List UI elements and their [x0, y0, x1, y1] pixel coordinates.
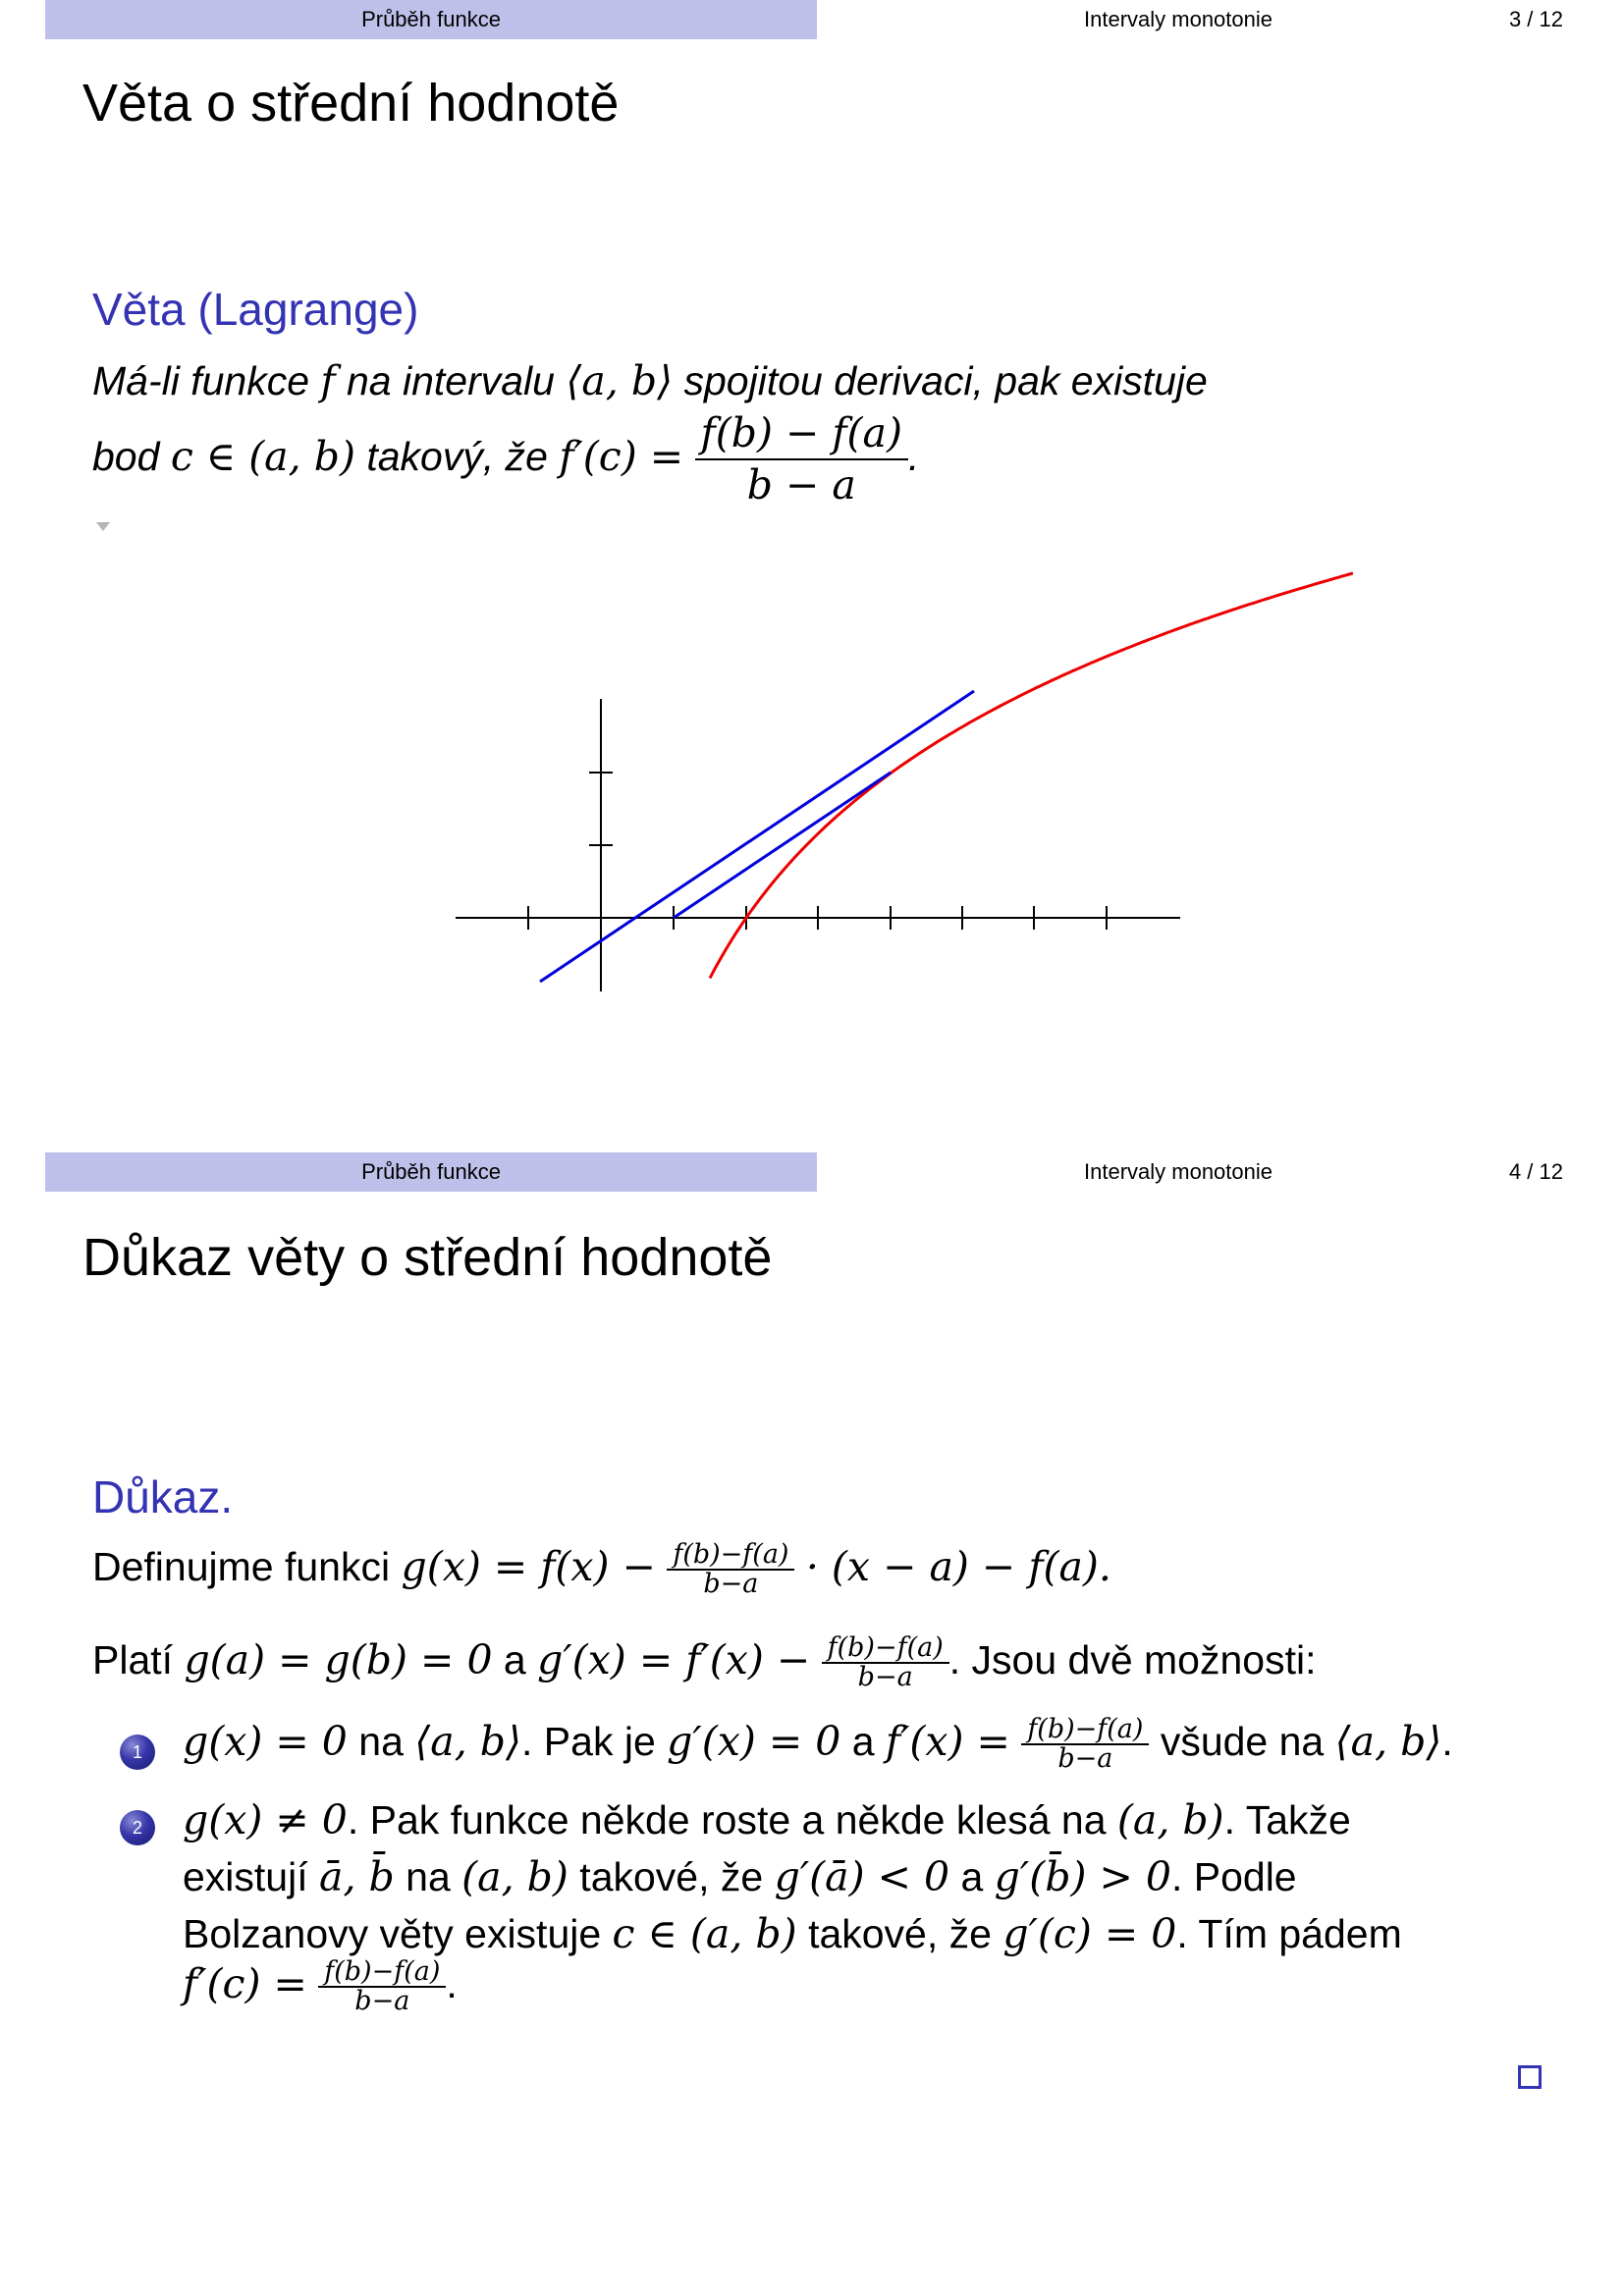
theorem-text: takový, že — [354, 434, 560, 480]
fraction — [667, 1541, 794, 1599]
case-2-line-2 — [183, 1853, 1297, 1901]
math-interval: ⟨a, b⟩ — [566, 357, 674, 404]
math: g′(c) = 0 — [1002, 1910, 1177, 1957]
fraction-numerator: f(b)−f(a) — [318, 1958, 446, 1988]
text: . Jsou dvě možnosti: — [948, 1637, 1317, 1683]
math-g-definition: g(x) = f(x) − — [401, 1543, 656, 1591]
math: g′(b̄) > 0 — [994, 1853, 1171, 1900]
case-2-line-3 — [183, 1910, 1402, 1958]
proof-plati — [92, 1634, 1316, 1692]
math: g′(x) = 0 — [667, 1718, 841, 1766]
graph-axes — [456, 699, 1180, 991]
case-2-line-1 — [183, 1796, 1351, 1844]
proof-title: Důkaz. — [92, 1471, 234, 1522]
theorem-text: spojitou derivaci, pak existuje — [673, 358, 1208, 403]
enumerate-bullet: 2 — [120, 1810, 155, 1845]
fraction-numerator: f(b)−f(a) — [822, 1634, 949, 1664]
text: a — [949, 1854, 995, 1899]
header-subsection-title[interactable]: Intervaly monotonie — [1084, 1159, 1272, 1184]
enumerate-bullet: 1 — [120, 1735, 155, 1770]
fraction-numerator: f(b)−f(a) — [1021, 1716, 1149, 1745]
slide-header — [0, 1152, 1624, 1192]
fraction-denominator: b − a — [746, 461, 856, 509]
header-subsection-title[interactable]: Intervaly monotonie — [1084, 7, 1272, 31]
text: . Tím pádem — [1176, 1911, 1402, 1956]
secant-line — [674, 773, 891, 918]
proof-definition — [92, 1541, 1111, 1599]
text: . Podle — [1170, 1854, 1297, 1899]
case-2-line-4 — [183, 1958, 458, 2016]
tangent-line — [540, 691, 974, 982]
fraction-denominator: b−a — [354, 1986, 410, 2017]
math: f′(c) = — [183, 1960, 307, 2008]
theorem-text: bod — [92, 434, 171, 480]
math: g′(ā) < 0 — [774, 1853, 950, 1900]
math: ā, b̄ — [319, 1853, 395, 1900]
header-page-number: 4 / 12 — [1508, 1159, 1563, 1184]
header-page-number: 3 / 12 — [1508, 7, 1563, 31]
text: a — [840, 1719, 886, 1765]
period: . — [908, 434, 920, 480]
math-g-values: g(a) = g(b) = 0 — [184, 1636, 493, 1684]
case-1 — [183, 1716, 1453, 1774]
text: a — [492, 1637, 538, 1683]
fraction-numerator: f(b) − f(a) — [695, 408, 908, 460]
fraction — [1021, 1716, 1149, 1774]
text: na — [347, 1719, 415, 1765]
text: takové, že — [796, 1911, 1003, 1956]
text: . — [446, 1961, 458, 2007]
fraction-numerator: f(b)−f(a) — [667, 1541, 794, 1571]
theorem-text: Má-li funkce — [92, 358, 321, 403]
math: (a, b) — [1116, 1796, 1224, 1843]
qed-square-icon — [1518, 2065, 1542, 2089]
header-section-title[interactable]: Průběh funkce — [45, 1152, 817, 1192]
frame-title: Důkaz věty o střední hodnotě — [82, 1228, 773, 1287]
fraction-denominator: b−a — [857, 1662, 913, 1693]
math-point: c ∈ (a, b) — [170, 433, 355, 481]
text: . Pak funkce někde roste a někde klesá na — [347, 1797, 1117, 1842]
math: ⟨a, b⟩ — [414, 1718, 522, 1766]
text: Bolzanovy věty existuje — [183, 1911, 613, 1956]
math-g-derivative: g′(x) = f′(x) − — [537, 1636, 811, 1684]
text: . — [1441, 1719, 1453, 1765]
fraction — [822, 1634, 949, 1692]
fraction — [318, 1958, 446, 2016]
text: na — [394, 1854, 462, 1899]
slide-4 — [0, 1148, 1624, 2296]
math: ⟨a, b⟩ — [1334, 1718, 1442, 1766]
fraction-denominator: b−a — [703, 1569, 759, 1600]
math: g(x) ≠ 0 — [183, 1796, 348, 1843]
math-g-definition-rest: · (x − a) − f(a). — [805, 1543, 1111, 1591]
text: existují — [183, 1854, 319, 1899]
math-f: f — [320, 357, 336, 404]
text: takové, že — [568, 1854, 775, 1899]
theorem-text: na intervalu — [335, 358, 567, 403]
text: . Takže — [1223, 1797, 1351, 1842]
math: g(x) = 0 — [183, 1718, 348, 1766]
text: Platí — [92, 1637, 185, 1683]
text: všude na — [1149, 1719, 1335, 1765]
math-derivative: f′(c) = — [559, 433, 684, 481]
math: f′(x) = — [885, 1718, 1010, 1766]
text: Definujme funkci — [92, 1544, 402, 1590]
block-title: Věta (Lagrange) — [92, 284, 419, 335]
header-section-title[interactable]: Průběh funkce — [45, 0, 817, 39]
math: (a, b) — [461, 1853, 568, 1900]
fraction-denominator: b−a — [1057, 1743, 1113, 1775]
text: . Pak je — [521, 1719, 668, 1765]
frame-title: Věta o střední hodnotě — [82, 74, 620, 133]
math: c ∈ (a, b) — [612, 1910, 797, 1957]
